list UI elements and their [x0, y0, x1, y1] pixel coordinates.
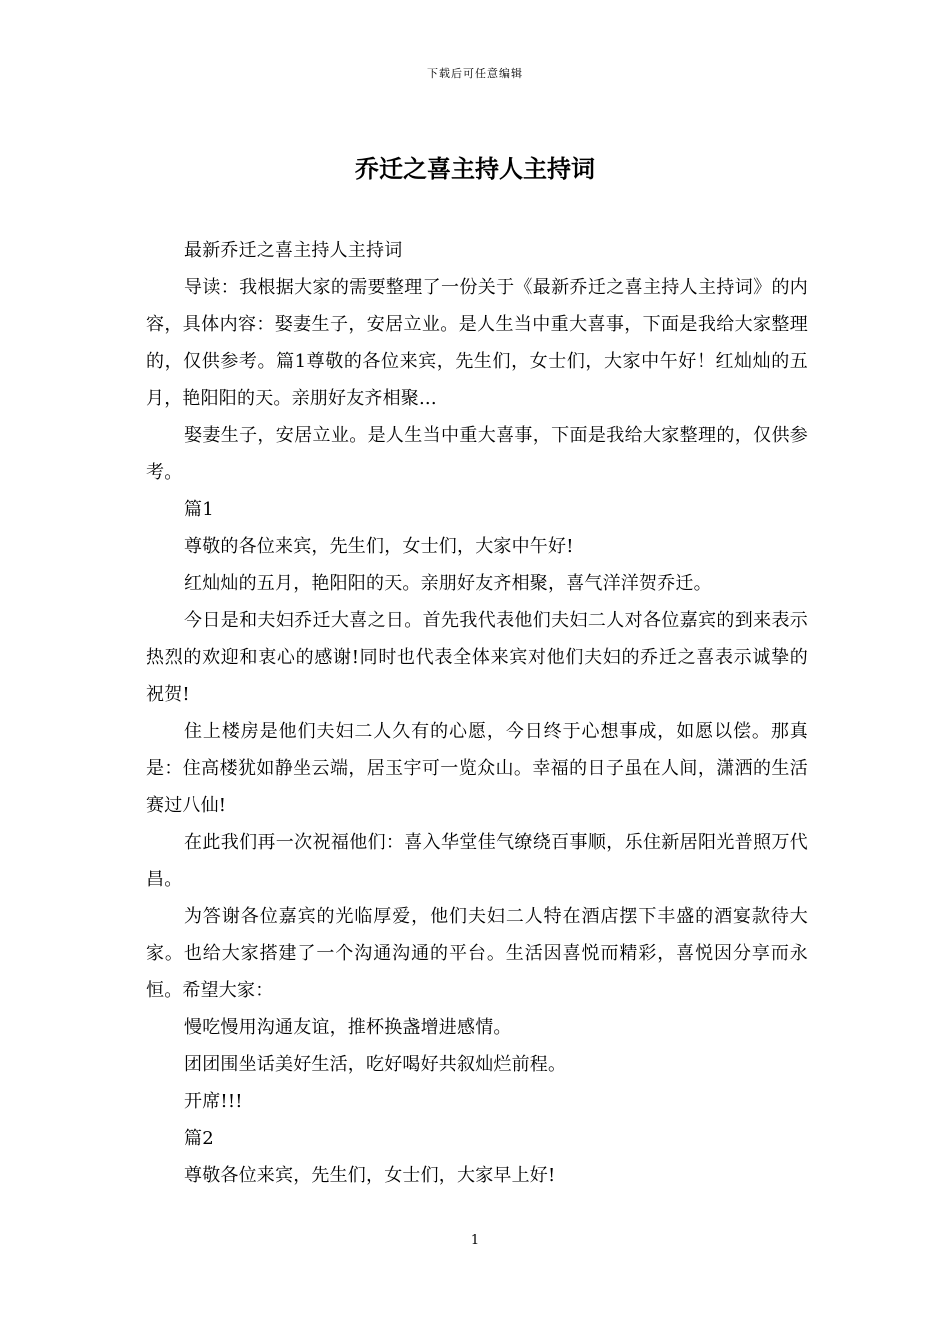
paragraph: 住上楼房是他们夫妇二人久有的心愿，今日终于心想事成，如愿以偿。那真是：住高楼犹如静坐云端，居玉宇可一览众山。幸福的日子虽在人间，潇洒的生活赛过八仙! [146, 721, 808, 816]
paragraph-subtitle: 最新乔迁之喜主持人主持词 [184, 240, 403, 261]
header-note: 下载后可任意编辑 [427, 67, 523, 80]
paragraph-summary: 娶妻生子，安居立业。是人生当中重大喜事，下面是我给大家整理的，仅供参考。 [146, 425, 808, 483]
paragraph: 今日是和夫妇乔迁大喜之日。首先我代表他们夫妇二人对各位嘉宾的到来表示热烈的欢迎和衷心的感谢!同时也代表全体来宾对他们夫妇的乔迁之喜表示诚挚的祝贺! [146, 610, 808, 705]
document-body [146, 232, 808, 1194]
paragraph-greeting: 尊敬的各位来宾，先生们，女士们，大家中午好! [184, 536, 574, 557]
paragraph: 在此我们再一次祝福他们：喜入华堂佳气缭绕百事顺，乐住新居阳光普照万代昌。 [146, 832, 808, 890]
paragraph: 红灿灿的五月，艳阳阳的天。亲朋好友齐相聚，喜气洋洋贺乔迁。 [184, 573, 712, 594]
paragraph: 为答谢各位嘉宾的光临厚爱，他们夫妇二人特在酒店摆下丰盛的酒宴款待大家。也给大家搭建了一个沟通沟通的平台。生活因喜悦而精彩，喜悦因分享而永恒。希望大家： [146, 906, 808, 1001]
paragraph: 团团围坐话美好生活，吃好喝好共叙灿烂前程。 [184, 1054, 567, 1075]
paragraph: 慢吃慢用沟通友谊，推杯换盏增进感情。 [184, 1017, 512, 1038]
section-heading-2: 篇2 [184, 1128, 214, 1149]
section-heading-1: 篇1 [184, 499, 214, 520]
paragraph-intro: 导读：我根据大家的需要整理了一份关于《最新乔迁之喜主持人主持词》的内容，具体内容：娶妻生子，安居立业。是人生当中重大喜事，下面是我给大家整理的，仅供参考。篇1尊敬的各位来宾，先生们，女士们，大家中午好！红灿灿的五月，艳阳阳的天。亲朋好友齐相聚... [146, 277, 808, 409]
paragraph-greeting: 尊敬各位来宾，先生们，女士们，大家早上好! [184, 1165, 556, 1186]
document-title: 乔迁之喜主持人主持词 [355, 154, 595, 183]
paragraph: 开席!!! [184, 1091, 243, 1112]
page-number: 1 [470, 1233, 480, 1248]
